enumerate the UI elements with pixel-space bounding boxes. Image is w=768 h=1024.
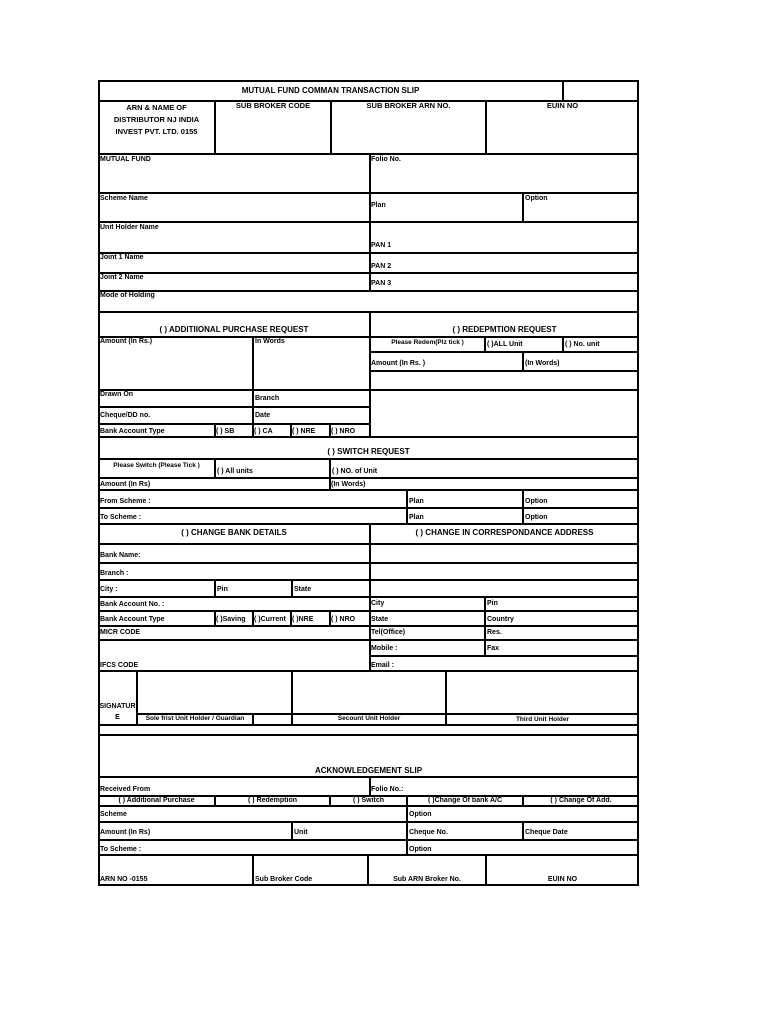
- tel-office-label: Tel(Office): [371, 629, 406, 636]
- ack-change-bank-label: ( )Change Of bank A/C: [427, 797, 503, 804]
- micr-label: MICR CODE: [100, 629, 141, 636]
- ack-euin-label: EUIN NO: [547, 876, 578, 883]
- cheque-label: Cheque/DD no.: [100, 412, 151, 419]
- to-scheme-label: To Scheme :: [100, 514, 142, 521]
- ack-cheque-no-label: Cheque No.: [409, 829, 448, 836]
- sub-broker-arn-label: SUB BROKER ARN NO.: [366, 101, 451, 110]
- purchase-account-type-label: Bank Account Type: [100, 428, 165, 435]
- third-holder-caption: Third Unit Holder: [515, 716, 570, 723]
- fax-label: Fax: [487, 645, 500, 652]
- bank-branch-label: Branch :: [100, 570, 129, 577]
- no-of-unit-label: ( ) NO. of Unit: [332, 468, 378, 475]
- date-label: Date: [255, 412, 271, 419]
- second-holder-caption: Secount Unit Holder: [337, 715, 401, 722]
- saving-label: ( )Saving: [216, 616, 246, 623]
- sub-broker-code-label: SUB BROKER CODE: [235, 101, 311, 110]
- euin-label: EUIN NO: [546, 101, 579, 110]
- please-switch-label: Please Switch (Please Tick ): [113, 462, 200, 469]
- ack-switch-label: ( ) Switch: [352, 797, 385, 804]
- switch-heading: ( ) SWITCH REQUEST: [327, 447, 410, 456]
- form-outer-border: [98, 80, 639, 886]
- switch-plan-label-2: Plan: [409, 514, 424, 521]
- purchase-amount-label: Amount (In Rs.): [100, 338, 153, 345]
- bank-account-type-label: Bank Account Type: [100, 616, 165, 623]
- ack-change-add-label: ( ) Change Of Add.: [550, 797, 612, 804]
- ack-arn-no-label: ARN NO -0155: [100, 876, 148, 883]
- ack-redemption-label: ( ) Redemption: [248, 797, 297, 804]
- switch-in-words-label: (In Words): [331, 481, 366, 488]
- switch-option-label-2: Option: [525, 514, 548, 521]
- plan-label: Plan: [371, 202, 386, 209]
- ack-scheme-label: Scheme: [100, 811, 127, 818]
- address-pin-label: Pin: [487, 600, 498, 607]
- pan1-label: PAN 1: [371, 242, 392, 249]
- mobile-label: Mobile :: [371, 645, 398, 652]
- ack-additional-purchase-label: ( ) Additional Purchase: [118, 797, 195, 804]
- ack-heading: ACKNOWLEDGEMENT SLIP: [314, 766, 423, 775]
- ack-sub-broker-code-label: Sub Broker Code: [255, 876, 313, 883]
- ack-option-label-2: Option: [409, 846, 432, 853]
- nro-label: ( ) NRO: [331, 428, 356, 435]
- email-label: Email :: [371, 662, 394, 669]
- ack-option-label: Option: [409, 811, 432, 818]
- bank-name-label: Bank Name:: [100, 552, 141, 559]
- no-unit-label: ( ) No. unit: [565, 341, 600, 348]
- scheme-name-label: Scheme Name: [100, 195, 148, 202]
- ack-unit-label: Unit: [294, 829, 308, 836]
- redemption-in-words-label: (In Words): [525, 360, 560, 367]
- form-title: MUTUAL FUND COMMAN TRANSACTION SLIP: [241, 86, 420, 95]
- res-label: Res.: [487, 629, 502, 636]
- bank-change-heading: ( ) CHANGE BANK DETAILS: [181, 528, 287, 537]
- bank-city-label: City :: [100, 586, 118, 593]
- from-scheme-label: From Scheme :: [100, 498, 151, 505]
- ca-label: ( ) CA: [254, 428, 273, 435]
- switch-amount-label: Amount (In Rs): [100, 481, 151, 488]
- address-city-label: City: [371, 600, 385, 607]
- folio-label: Folio No.: [371, 156, 401, 163]
- nre-label: ( ) NRE: [292, 428, 316, 435]
- address-country-label: Country: [487, 616, 514, 623]
- ack-amount-label: Amount (In Rs): [100, 829, 151, 836]
- bank-nro-label: ( ) NRO: [331, 616, 356, 623]
- ack-cheque-date-label: Cheque Date: [525, 829, 568, 836]
- drawn-on-label: Drawn On: [100, 391, 134, 398]
- branch-label: Branch: [255, 395, 280, 402]
- redemption-heading: ( ) REDEPMTION REQUEST: [452, 325, 557, 334]
- arn-name-line-3: INVEST PVT. LTD. 0155: [115, 127, 198, 136]
- all-unit-label: ( )ALL Unit: [487, 341, 523, 348]
- arn-name-line-2: DISTRIBUTOR NJ INDIA: [113, 115, 200, 124]
- ack-folio-label: Folio No.:: [371, 786, 404, 793]
- bank-account-no-label: Bank Account No. :: [100, 601, 165, 608]
- joint1-label: Joint 1 Name: [100, 254, 144, 261]
- arn-name-line-1: ARN & NAME OF: [126, 103, 187, 112]
- ack-sub-arn-label: Sub ARN Broker No.: [393, 876, 461, 883]
- signature-label-1: SIGNATUR: [99, 703, 136, 710]
- joint2-label: Joint 2 Name: [100, 274, 144, 281]
- option-label: Option: [525, 195, 548, 202]
- transaction-slip-form: [98, 80, 639, 886]
- first-holder-caption: Sole frist Unit Holder / Guardian: [145, 715, 245, 722]
- sb-label: ( ) SB: [216, 428, 235, 435]
- address-change-heading: ( ) CHANGE IN CORRESPONDANCE ADDRESS: [415, 528, 594, 537]
- ack-to-scheme-label: To Scheme :: [100, 846, 142, 853]
- bank-pin-label: Pin: [217, 586, 228, 593]
- all-units-label: ( ) All units: [217, 468, 253, 475]
- pan3-label: PAN 3: [371, 280, 392, 287]
- address-state-label: State: [371, 616, 389, 623]
- mutual-fund-label: MUTUAL FUND: [100, 156, 151, 163]
- signature-label-2: E: [115, 714, 120, 721]
- unit-holder-label: Unit Holder Name: [100, 224, 159, 231]
- purchase-in-words-label: In Words: [255, 338, 285, 345]
- ifcs-label: IFCS CODE: [100, 662, 139, 669]
- redemption-amount-label: Amount (In Rs. ): [371, 360, 426, 367]
- switch-plan-label: Plan: [409, 498, 424, 505]
- bank-nre-label: ( )NRE: [292, 616, 314, 623]
- switch-option-label: Option: [525, 498, 548, 505]
- received-from-label: Received From: [100, 786, 151, 793]
- bank-state-label: State: [294, 586, 312, 593]
- mode-of-holding-label: Mode of Holding: [100, 292, 155, 299]
- purchase-heading: ( ) ADDITIIONAL PURCHASE REQUEST: [159, 325, 309, 334]
- pan2-label: PAN 2: [371, 263, 392, 270]
- please-redem-label: Please Redem(Plz tick ): [391, 339, 464, 346]
- current-label: ( )Current: [254, 616, 286, 623]
